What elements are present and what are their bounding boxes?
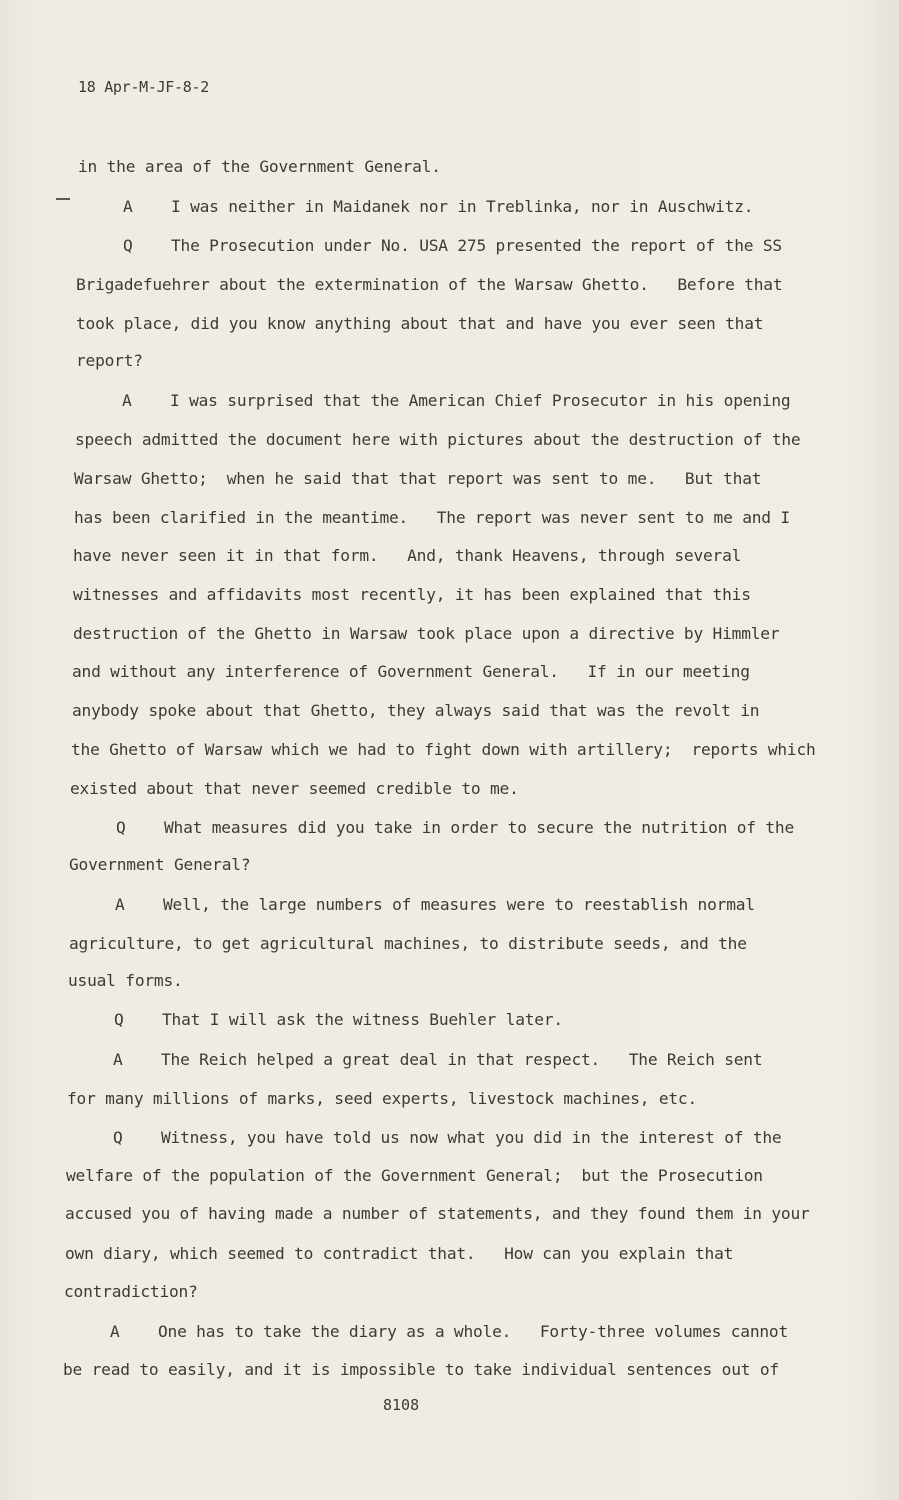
line-text: own diary, which seemed to contradict that. How can you explain that bbox=[65, 1244, 734, 1263]
text-line bbox=[73, 546, 741, 566]
text-line bbox=[64, 1282, 198, 1302]
text-line bbox=[74, 469, 761, 489]
line-text: What measures did you take in order to secure the nutrition of the bbox=[164, 818, 795, 837]
line-text: anybody spoke about that Ghetto, they always said that was the revolt in bbox=[72, 701, 760, 720]
line-text: witnesses and affidavits most recently, it has been explained that this bbox=[73, 585, 751, 604]
line-text: One has to take the diary as a whole. Forty-three volumes cannot bbox=[158, 1322, 789, 1341]
speaker-line bbox=[114, 1010, 563, 1030]
text-line bbox=[76, 314, 763, 334]
text-line bbox=[72, 662, 750, 682]
text-line bbox=[66, 1166, 763, 1186]
line-text: be read to easily, and it is impossible to take individual sentences out of bbox=[63, 1360, 779, 1379]
text-line bbox=[76, 351, 143, 371]
page-header: 18 Apr-M-JF-8-2 bbox=[78, 78, 209, 96]
margin-mark bbox=[56, 198, 70, 200]
line-text: destruction of the Ghetto in Warsaw took place upon a directive by Himmler bbox=[73, 624, 780, 643]
speaker-line bbox=[122, 391, 790, 411]
speaker-line bbox=[115, 895, 755, 915]
text-line bbox=[68, 971, 183, 991]
speaker-marker: Q bbox=[113, 1128, 123, 1147]
line-text: for many millions of marks, seed experts, livestock machines, etc. bbox=[67, 1089, 698, 1108]
line-text: Warsaw Ghetto; when he said that that report was sent to me. But that bbox=[74, 469, 762, 488]
text-line bbox=[75, 430, 800, 450]
speaker-marker: A bbox=[110, 1322, 120, 1341]
text-line bbox=[65, 1244, 733, 1264]
line-text: The Prosecution under No. USA 275 presented the report of the SS bbox=[171, 236, 782, 255]
line-text: The Reich helped a great deal in that respect. The Reich sent bbox=[161, 1050, 763, 1069]
text-line bbox=[72, 701, 759, 721]
line-text: That I will ask the witness Buehler later. bbox=[162, 1010, 563, 1029]
line-text: the Ghetto of Warsaw which we had to fight down with artillery; reports which bbox=[71, 740, 816, 759]
line-text: contradiction? bbox=[64, 1282, 198, 1301]
speaker-line bbox=[123, 236, 782, 256]
speaker-marker: A bbox=[115, 895, 125, 914]
speaker-marker: Q bbox=[114, 1010, 124, 1029]
line-text: Brigadefuehrer about the extermination of the Warsaw Ghetto. Before that bbox=[76, 275, 783, 294]
speaker-line bbox=[113, 1050, 762, 1070]
line-text: in the area of the Government General. bbox=[78, 157, 441, 176]
line-text: speech admitted the document here with pictures about the destruction of the bbox=[75, 430, 801, 449]
page-number: 8108 bbox=[383, 1396, 420, 1414]
line-text: Well, the large numbers of measures were to reestablish normal bbox=[163, 895, 755, 914]
line-text: existed about that never seemed credible to me. bbox=[70, 779, 519, 798]
line-text: agriculture, to get agricultural machines, to distribute seeds, and the bbox=[69, 934, 747, 953]
speaker-marker: Q bbox=[116, 818, 126, 837]
text-line bbox=[76, 275, 782, 295]
text-line bbox=[63, 1360, 779, 1380]
text-line bbox=[73, 624, 779, 644]
line-text: usual forms. bbox=[68, 971, 183, 990]
speaker-marker: A bbox=[113, 1050, 123, 1069]
line-text: and without any interference of Government General. If in our meeting bbox=[72, 662, 750, 681]
speaker-marker: Q bbox=[123, 236, 133, 255]
text-line bbox=[67, 1089, 697, 1109]
speaker-line bbox=[113, 1128, 781, 1148]
line-text: Government General? bbox=[69, 855, 251, 874]
line-text: Witness, you have told us now what you did in the interest of the bbox=[161, 1128, 782, 1147]
speaker-line bbox=[110, 1322, 788, 1342]
line-text: I was neither in Maidanek nor in Treblinka, nor in Auschwitz. bbox=[171, 197, 754, 216]
text-line bbox=[70, 779, 519, 799]
speaker-marker: A bbox=[123, 197, 133, 216]
text-line bbox=[73, 585, 751, 605]
line-text: has been clarified in the meantime. The report was never sent to me and I bbox=[74, 508, 790, 527]
text-line bbox=[71, 740, 816, 760]
text-line bbox=[69, 855, 250, 875]
text-line bbox=[69, 934, 747, 954]
speaker-marker: A bbox=[122, 391, 132, 410]
text-line bbox=[74, 508, 790, 528]
speaker-line bbox=[123, 197, 753, 217]
line-text: accused you of having made a number of statements, and they found them in your bbox=[65, 1204, 810, 1223]
line-text: have never seen it in that form. And, thank Heavens, through several bbox=[73, 546, 742, 565]
speaker-line bbox=[116, 818, 794, 838]
line-text: took place, did you know anything about that and have you ever seen that bbox=[76, 314, 764, 333]
text-line bbox=[78, 157, 441, 177]
text-line bbox=[65, 1204, 810, 1224]
line-text: I was surprised that the American Chief Prosecutor in his opening bbox=[170, 391, 791, 410]
line-text: report? bbox=[76, 351, 143, 370]
line-text: welfare of the population of the Government General; but the Prosecution bbox=[66, 1166, 763, 1185]
